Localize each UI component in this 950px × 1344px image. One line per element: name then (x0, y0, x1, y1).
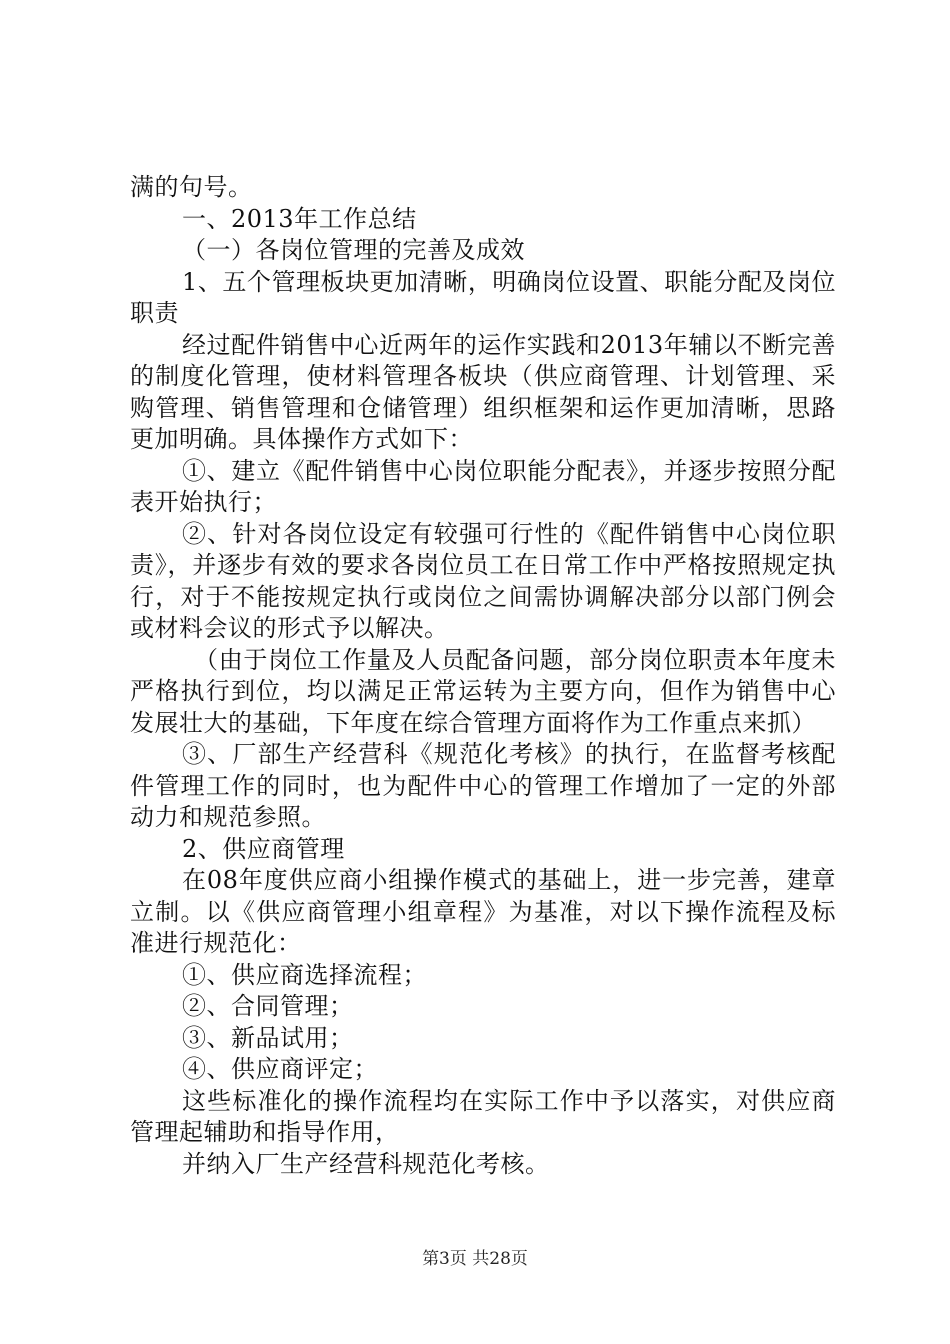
page-number-footer: 第3页 共28页 (422, 1249, 528, 1269)
paragraph-body: 在08年度供应商小组操作模式的基础上，进一步完善，建章立制。以《供应商管理小组章程》为基准，对以下操作流程及标准进行规范化： (130, 866, 836, 957)
document-body (130, 172, 836, 1180)
paragraph-continuation: 满的句号。 (130, 173, 253, 201)
list-item: ①、供应商选择流程； (182, 960, 427, 989)
list-item: ①、建立《配件销售中心岗位职能分配表》，并逐步按照分配表开始执行； (130, 456, 836, 516)
list-item: ③、新品试用； (182, 1023, 354, 1052)
list-item: ③、厂部生产经营科《规范化考核》的执行，在监督考核配件管理工作的同时，也为配件中心的管理工作增加了一定的外部动力和规范参照。 (130, 740, 836, 831)
paragraph-body: 并纳入厂生产经营科规范化考核。 (182, 1149, 550, 1178)
paragraph-note: （由于岗位工作量及人员配备问题，部分岗位职责本年度未严格执行到位，均以满足正常运转为主要方向，但作为销售中心发展壮大的基础，下年度在综合管理方面将作为工作重点来抓） (130, 645, 836, 737)
heading-section-1: 一、2013年工作总结 (182, 204, 417, 233)
heading-item-2: 2、供应商管理 (182, 834, 345, 863)
heading-item-1: 1、五个管理板块更加清晰，明确岗位设置、职能分配及岗位职责 (130, 267, 836, 327)
list-item: ④、供应商评定； (182, 1055, 378, 1083)
heading-subsection-1: （一）各岗位管理的完善及成效 (182, 236, 525, 264)
list-item: ②、合同管理； (182, 992, 354, 1020)
paragraph-body: 这些标准化的操作流程均在实际工作中予以落实，对供应商管理起辅助和指导作用， (130, 1086, 836, 1146)
list-item: ②、针对各岗位设定有较强可行性的《配件销售中心岗位职责》，并逐步有效的要求各岗位员工在日常工作中严格按照规定执行，对于不能按规定执行或岗位之间需协调解决部分以部门例会或材料会议的形式予以解决。 (130, 519, 836, 642)
paragraph-body: 经过配件销售中心近两年的运作实践和2013年辅以不断完善的制度化管理，使材料管理各板块（供应商管理、计划管理、采购管理、销售管理和仓储管理）组织框架和运作更加清晰，思路更加明确。具体操作方式如下： (130, 330, 836, 453)
